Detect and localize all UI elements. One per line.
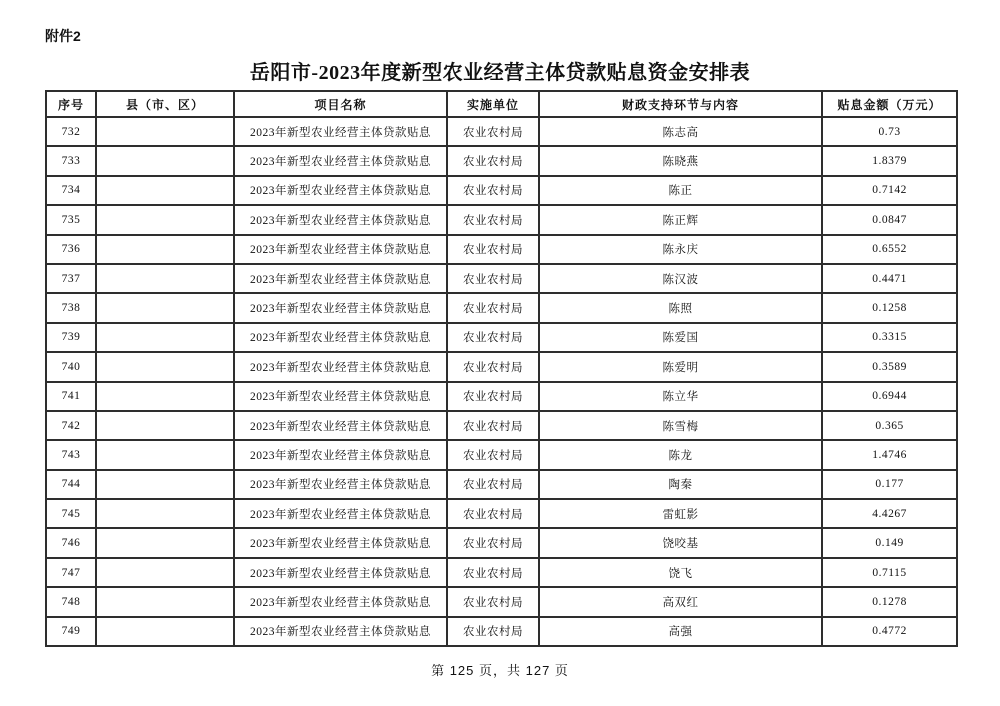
cell-amount: 1.4746 (822, 440, 957, 469)
cell-unit: 农业农村局 (447, 558, 539, 587)
cell-content: 陶秦 (539, 470, 822, 499)
cell-unit: 农业农村局 (447, 146, 539, 175)
cell-content: 陈晓燕 (539, 146, 822, 175)
cell-county (96, 176, 234, 205)
table-row (46, 205, 957, 234)
cell-amount: 0.6552 (822, 235, 957, 264)
cell-seq: 745 (46, 499, 96, 528)
cell-content: 陈正 (539, 176, 822, 205)
cell-county (96, 440, 234, 469)
cell-project: 2023年新型农业经营主体贷款贴息 (234, 499, 447, 528)
cell-project: 2023年新型农业经营主体贷款贴息 (234, 264, 447, 293)
cell-amount: 0.4772 (822, 617, 957, 646)
cell-project: 2023年新型农业经营主体贷款贴息 (234, 470, 447, 499)
cell-unit: 农业农村局 (447, 411, 539, 440)
cell-seq: 748 (46, 587, 96, 616)
cell-unit: 农业农村局 (447, 264, 539, 293)
cell-amount: 0.1278 (822, 587, 957, 616)
cell-unit: 农业农村局 (447, 440, 539, 469)
cell-amount: 0.7142 (822, 176, 957, 205)
cell-unit: 农业农村局 (447, 499, 539, 528)
cell-project: 2023年新型农业经营主体贷款贴息 (234, 117, 447, 146)
cell-seq: 741 (46, 382, 96, 411)
cell-amount: 0.149 (822, 528, 957, 557)
cell-project: 2023年新型农业经营主体贷款贴息 (234, 411, 447, 440)
cell-seq: 734 (46, 176, 96, 205)
cell-unit: 农业农村局 (447, 235, 539, 264)
cell-content: 陈雪梅 (539, 411, 822, 440)
cell-seq: 737 (46, 264, 96, 293)
subsidy-table (45, 90, 958, 647)
table-row (46, 293, 957, 322)
cell-content: 饶飞 (539, 558, 822, 587)
cell-unit: 农业农村局 (447, 176, 539, 205)
cell-unit: 农业农村局 (447, 470, 539, 499)
cell-project: 2023年新型农业经营主体贷款贴息 (234, 146, 447, 175)
cell-unit: 农业农村局 (447, 117, 539, 146)
cell-county (96, 499, 234, 528)
table-row (46, 440, 957, 469)
cell-county (96, 146, 234, 175)
column-header-content: 财政支持环节与内容 (539, 91, 822, 117)
cell-amount: 0.3589 (822, 352, 957, 381)
table-row (46, 499, 957, 528)
cell-seq: 732 (46, 117, 96, 146)
cell-content: 陈正辉 (539, 205, 822, 234)
table-row (46, 235, 957, 264)
table-row (46, 617, 957, 646)
cell-unit: 农业农村局 (447, 528, 539, 557)
cell-project: 2023年新型农业经营主体贷款贴息 (234, 205, 447, 234)
column-header-seq: 序号 (46, 91, 96, 117)
cell-county (96, 411, 234, 440)
cell-unit: 农业农村局 (447, 323, 539, 352)
cell-county (96, 587, 234, 616)
cell-county (96, 528, 234, 557)
cell-unit: 农业农村局 (447, 587, 539, 616)
cell-project: 2023年新型农业经营主体贷款贴息 (234, 440, 447, 469)
cell-county (96, 382, 234, 411)
column-header-project: 项目名称 (234, 91, 447, 117)
attachment-label: 附件2 (45, 28, 81, 44)
cell-county (96, 470, 234, 499)
cell-content: 陈志高 (539, 117, 822, 146)
cell-seq: 743 (46, 440, 96, 469)
cell-project: 2023年新型农业经营主体贷款贴息 (234, 352, 447, 381)
column-header-county: 县（市、区） (96, 91, 234, 117)
cell-amount: 0.4471 (822, 264, 957, 293)
cell-content: 陈立华 (539, 382, 822, 411)
cell-content: 陈汉波 (539, 264, 822, 293)
cell-content: 陈照 (539, 293, 822, 322)
cell-seq: 747 (46, 558, 96, 587)
cell-content: 陈爱国 (539, 323, 822, 352)
cell-project: 2023年新型农业经营主体贷款贴息 (234, 558, 447, 587)
cell-county (96, 264, 234, 293)
cell-unit: 农业农村局 (447, 617, 539, 646)
cell-county (96, 205, 234, 234)
cell-content: 陈爱明 (539, 352, 822, 381)
cell-amount: 0.1258 (822, 293, 957, 322)
cell-content: 陈永庆 (539, 235, 822, 264)
cell-seq: 739 (46, 323, 96, 352)
cell-amount: 0.6944 (822, 382, 957, 411)
cell-unit: 农业农村局 (447, 205, 539, 234)
cell-amount: 0.177 (822, 470, 957, 499)
cell-project: 2023年新型农业经营主体贷款贴息 (234, 617, 447, 646)
cell-project: 2023年新型农业经营主体贷款贴息 (234, 293, 447, 322)
table-row (46, 323, 957, 352)
page-title: 岳阳市-2023年度新型农业经营主体贷款贴息资金安排表 (249, 62, 751, 84)
cell-project: 2023年新型农业经营主体贷款贴息 (234, 528, 447, 557)
cell-unit: 农业农村局 (447, 352, 539, 381)
cell-project: 2023年新型农业经营主体贷款贴息 (234, 235, 447, 264)
column-header-unit: 实施单位 (447, 91, 539, 117)
table-row (46, 528, 957, 557)
cell-county (96, 323, 234, 352)
cell-amount: 0.73 (822, 117, 957, 146)
cell-content: 高双红 (539, 587, 822, 616)
column-header-amount: 贴息金额（万元） (822, 91, 957, 117)
table-row (46, 411, 957, 440)
cell-project: 2023年新型农业经营主体贷款贴息 (234, 587, 447, 616)
table-row (46, 470, 957, 499)
table-header-row (46, 91, 957, 117)
cell-seq: 735 (46, 205, 96, 234)
cell-project: 2023年新型农业经营主体贷款贴息 (234, 382, 447, 411)
table-row (46, 352, 957, 381)
cell-project: 2023年新型农业经营主体贷款贴息 (234, 176, 447, 205)
cell-seq: 749 (46, 617, 96, 646)
cell-project: 2023年新型农业经营主体贷款贴息 (234, 323, 447, 352)
cell-county (96, 117, 234, 146)
cell-content: 陈龙 (539, 440, 822, 469)
table-row (46, 382, 957, 411)
cell-seq: 746 (46, 528, 96, 557)
cell-seq: 742 (46, 411, 96, 440)
cell-amount: 0.3315 (822, 323, 957, 352)
cell-amount: 1.8379 (822, 146, 957, 175)
table-row (46, 587, 957, 616)
cell-amount: 0.365 (822, 411, 957, 440)
cell-amount: 4.4267 (822, 499, 957, 528)
cell-county (96, 352, 234, 381)
cell-seq: 744 (46, 470, 96, 499)
table-row (46, 176, 957, 205)
cell-amount: 0.7115 (822, 558, 957, 587)
cell-content: 饶咬基 (539, 528, 822, 557)
table-row (46, 558, 957, 587)
cell-county (96, 293, 234, 322)
page-footer: 第 125 页，共 127 页 (431, 663, 569, 678)
cell-content: 高强 (539, 617, 822, 646)
cell-county (96, 235, 234, 264)
cell-unit: 农业农村局 (447, 382, 539, 411)
cell-seq: 733 (46, 146, 96, 175)
cell-unit: 农业农村局 (447, 293, 539, 322)
table-row (46, 146, 957, 175)
cell-seq: 738 (46, 293, 96, 322)
table-row (46, 117, 957, 146)
table-row (46, 264, 957, 293)
cell-county (96, 558, 234, 587)
cell-seq: 736 (46, 235, 96, 264)
cell-seq: 740 (46, 352, 96, 381)
cell-content: 雷虹影 (539, 499, 822, 528)
cell-amount: 0.0847 (822, 205, 957, 234)
cell-county (96, 617, 234, 646)
